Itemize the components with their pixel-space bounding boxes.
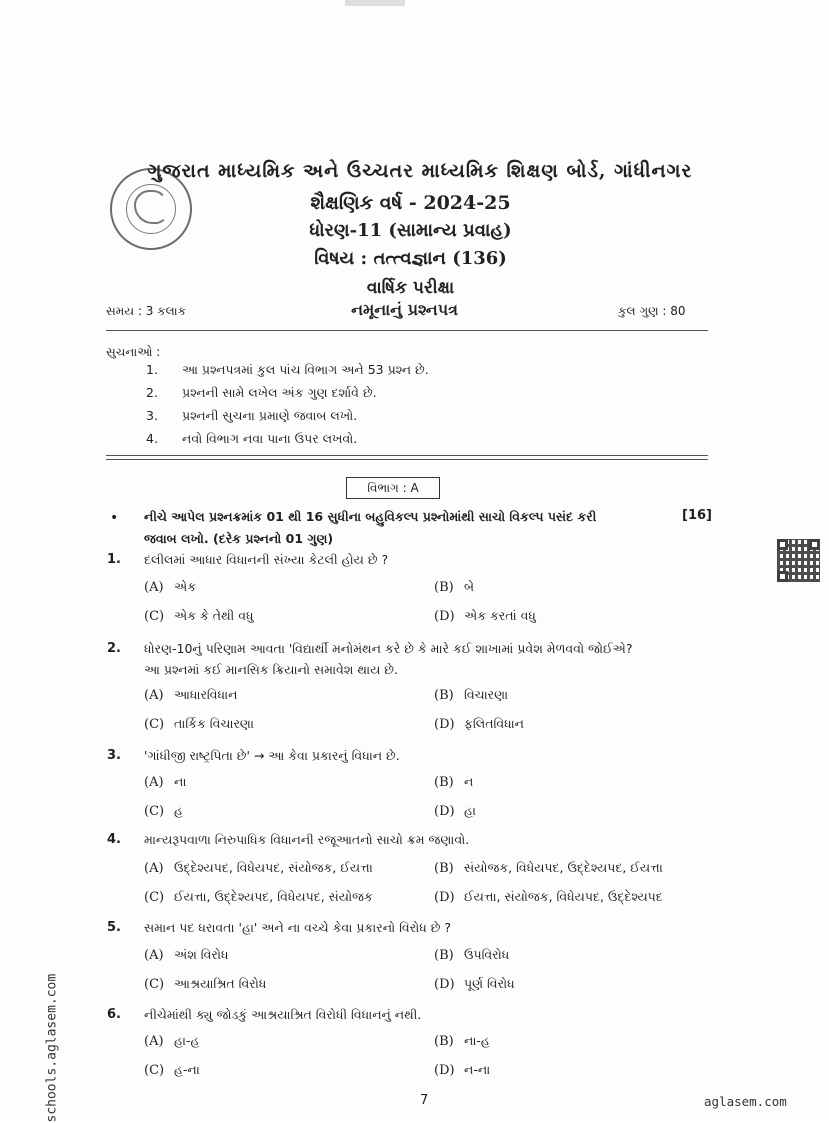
option-a: (A) અંશ વિરોધ <box>144 947 229 963</box>
option-a: (A) ના <box>144 774 187 790</box>
question-number: 6. <box>107 1007 121 1022</box>
option-b: (B) બે <box>434 579 475 595</box>
question-number: 4. <box>107 832 121 847</box>
corner-watermark: aglasem.com <box>704 1094 787 1109</box>
side-watermark: schools.aglasem.com <box>44 973 60 1123</box>
option-d: (D) ઈયત્તા, સંયોજક, વિધેયપદ, ઉદ્દેશ્યપદ <box>434 889 663 905</box>
option-d: (D) પૂર્ણ વિરોધ <box>434 976 515 992</box>
question-number: 1. <box>107 552 121 567</box>
option-a: (A) ઉદ્દેશ્યપદ, વિધેયપદ, સંયોજક, ઈયત્તા <box>144 860 373 876</box>
standard: ધોરણ-11 (સામાન્ય પ્રવાહ) <box>309 220 512 241</box>
academic-year: શૈક્ષણિક વર્ષ - 2024-25 <box>310 192 511 214</box>
option-a: (A) હા-હ <box>144 1033 200 1049</box>
option-a: (A) એક <box>144 579 197 595</box>
question-number: 2. <box>107 641 121 656</box>
option-d: (D) ફલિતવિધાન <box>434 716 524 732</box>
exam-duration: સમય : 3 કલાક <box>106 304 187 318</box>
page-number: 7 <box>420 1093 429 1108</box>
question-text: માન્યરૂપવાળા નિરુપાધિક વિધાનની રજૂઆતનો સાચો ક્રમ જણાવો. <box>144 832 470 847</box>
board-name: ગુજરાત માધ્યમિક અને ઉચ્ચતર માધ્યમિક શિક્ષણ બોર્ડ, ગાંધીનગર <box>147 160 693 182</box>
instructions-title: સુચનાઓ : <box>106 345 161 359</box>
option-c: (C) હ-ના <box>144 1062 200 1078</box>
total-marks: કુલ ગુણ : 80 <box>618 304 686 318</box>
option-b: (B) સંયોજક, વિધેયપદ, ઉદ્દેશ્યપદ, ઈયત્તા <box>434 860 663 876</box>
section-label: વિભાગ : A <box>346 477 440 499</box>
section-instructions: નીચે આપેલ પ્રશ્નક્રમાંક 01 થી 16 સુધીના બહુવિકલ્પ પ્રશ્નોમાંથી સાચો વિકલ્પ પસંદ કરી જવાબ લખો. (દરેક પ્રશ્નનો 01 ગુણ) <box>144 509 597 546</box>
instruction-item: 4. નવો વિભાગ નવા પાના ઉપર લખવો. <box>146 431 358 446</box>
question-number: 5. <box>107 920 121 935</box>
question-text: સમાન પદ ધરાવતા 'હા' અને ના વચ્ચે કેવા પ્રકારનો વિરોધ છે ? <box>144 920 452 935</box>
scan-mark <box>345 0 405 6</box>
option-b: (B) વિચારણા <box>434 687 509 703</box>
question-text: દલીલમાં આધાર વિધાનની સંખ્યા કેટલી હોય છે ? <box>144 552 389 567</box>
subject: વિષય : તત્ત્વજ્ઞાન (136) <box>314 248 507 269</box>
exam-type: વાર્ષિક પરીક્ષા <box>366 278 455 298</box>
option-b: (B) ના-હ <box>434 1033 490 1049</box>
divider <box>106 459 708 460</box>
option-b: (B) ન <box>434 774 474 790</box>
instruction-item: 3. પ્રશ્નની સુચના પ્રમાણે જવાબ લખો. <box>146 408 358 423</box>
question-text: 'ગાંધીજી રાષ્ટ્રપિતા છે' → આ કેવા પ્રકારનું વિધાન છે. <box>144 748 400 763</box>
paper-title: નમૂનાનું પ્રશ્નપત્ર <box>351 300 458 319</box>
divider <box>106 455 708 456</box>
option-b: (B) ઉપવિરોધ <box>434 947 510 963</box>
option-c: (C) આશ્રયાશ્રિત વિરોધ <box>144 976 267 992</box>
option-c: (C) એક કે તેથી વધુ <box>144 608 254 624</box>
option-d: (D) હા <box>434 803 476 819</box>
instruction-item: 2. પ્રશ્નની સામે લખેલ અંક ગુણ દર્શાવે છે. <box>146 385 377 400</box>
option-d: (D) ન-ના <box>434 1062 491 1078</box>
question-text: ધોરણ-10નું પરિણામ આવતા 'વિદ્યાર્થી મનોમંથન કરે છે કે મારે કઈ શાખામાં પ્રવેશ મેળવવો જોઈએ? આ પ્રશ્નમાં કઈ માનસિક ક્રિયાનો સમાવેશ થાય છે. <box>144 641 633 677</box>
qr-code-icon <box>777 539 820 582</box>
divider <box>106 330 708 331</box>
option-d: (D) એક કરતાં વધુ <box>434 608 536 624</box>
question-number: 3. <box>107 748 121 763</box>
section-marks: [16] <box>682 508 712 523</box>
bullet-icon: • <box>110 510 119 526</box>
option-c: (C) તાર્કિક વિચારણા <box>144 716 254 732</box>
option-c: (C) હ <box>144 803 183 819</box>
question-text: નીચેમાંથી ક્યુ જોડકું આશ્રયાશ્રિત વિરોધી વિધાનનું નથી. <box>144 1007 422 1022</box>
option-a: (A) આધારવિધાન <box>144 687 238 703</box>
option-c: (C) ઈયત્તા, ઉદ્દેશ્યપદ, વિધેયપદ, સંયોજક <box>144 889 373 905</box>
instruction-item: 1. આ પ્રશ્નપત્રમાં કુલ પાંચ વિભાગ અને 53 પ્રશ્ન છે. <box>146 362 429 377</box>
